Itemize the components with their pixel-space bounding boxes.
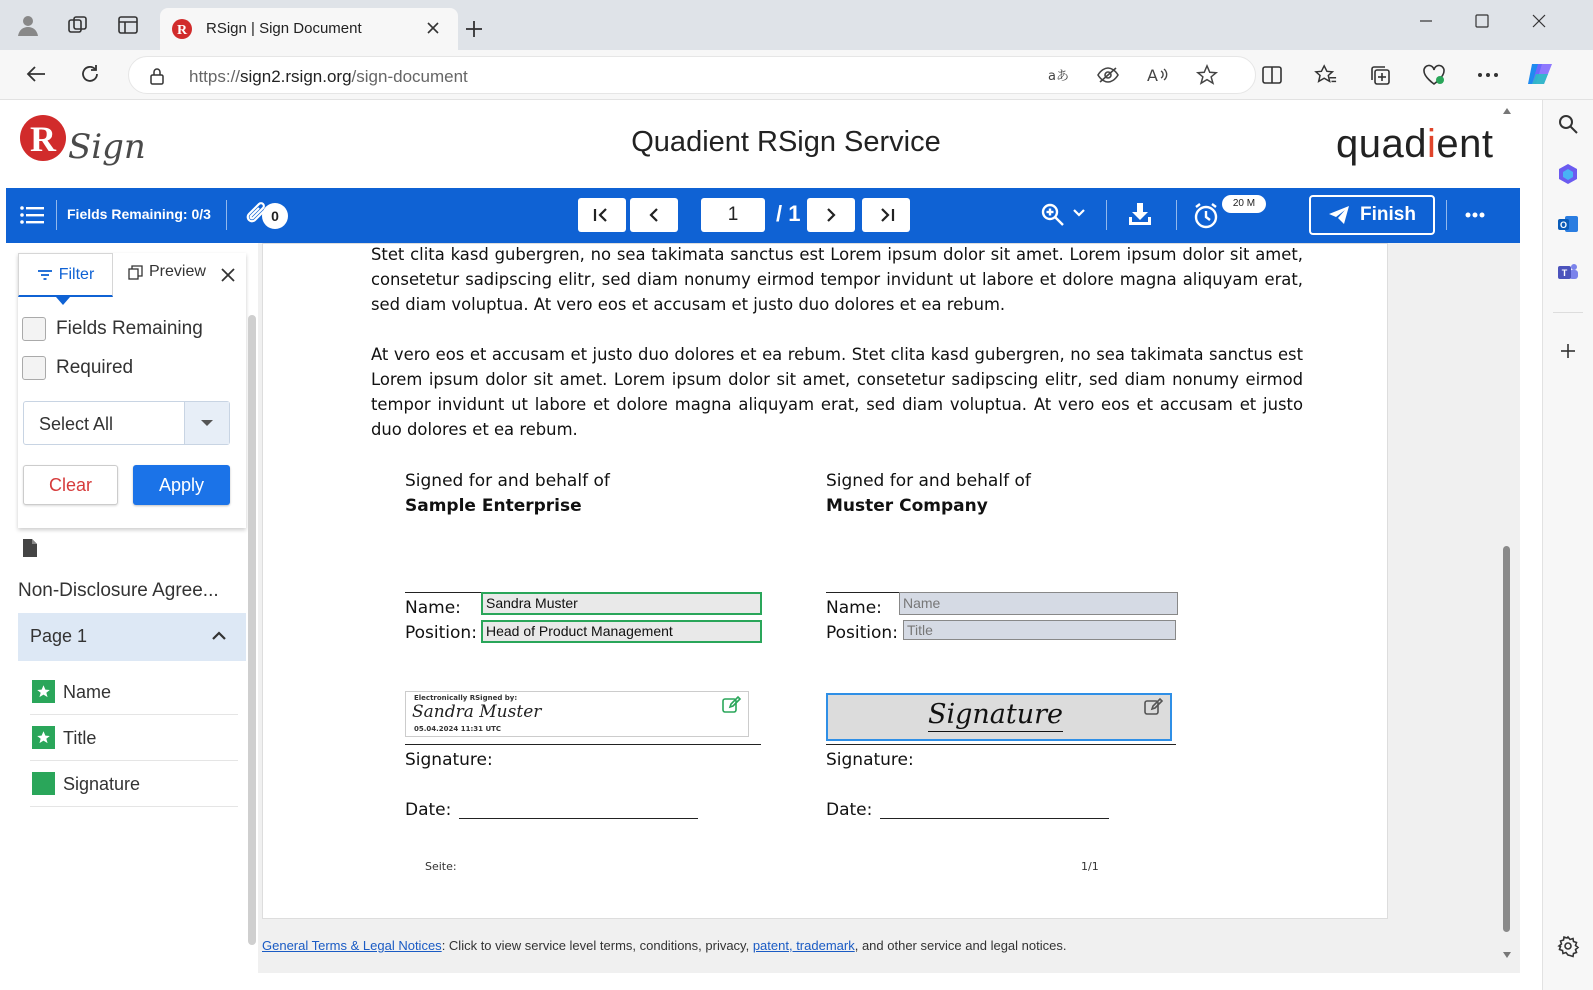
document-paragraph-1: Stet clita kasd gubergren, no sea takimata sanctus est Lorem ipsum dolor sit amet. Lorem ipsum dolor sit amet, consetetur sadipscing elitr, sed diam nonumy eirmod tempor invidunt ut labore et dolore magna aliquyam erat, sed diam voluptua. At vero eos et accusam et justo duo dolores et ea rebum. xyxy=(371,245,1303,314)
last-page-button[interactable] xyxy=(862,198,910,232)
fields-remaining-checkbox-label: Fields Remaining xyxy=(56,318,203,339)
field-list-item-label: Title xyxy=(63,728,97,748)
back-icon[interactable] xyxy=(20,58,52,90)
new-tab-icon[interactable] xyxy=(458,13,490,45)
finish-label: Finish xyxy=(1360,204,1416,225)
filter-tab-label: Filter xyxy=(58,265,95,283)
attachment-count-badge: 0 xyxy=(262,203,288,229)
document-icon xyxy=(22,538,38,558)
name-line xyxy=(405,592,481,593)
document-viewer xyxy=(258,243,1520,973)
favorites-icon[interactable] xyxy=(1310,59,1342,91)
left-position-field[interactable]: Head of Product Management xyxy=(481,620,762,643)
page-group-header[interactable] xyxy=(18,613,246,661)
field-list-item-signature[interactable] xyxy=(30,761,238,807)
maximize-icon[interactable] xyxy=(1466,5,1498,37)
left-panel-scrollbar[interactable] xyxy=(248,315,256,945)
browser-navigation-bar xyxy=(0,50,1593,100)
page-group-label: Page 1 xyxy=(30,626,88,646)
field-list-item-title[interactable] xyxy=(30,715,238,761)
read-aloud-icon[interactable] xyxy=(1142,59,1174,91)
signing-toolbar xyxy=(6,188,1520,243)
svg-text:O: O xyxy=(1559,220,1568,230)
close-panel-icon[interactable] xyxy=(220,267,236,283)
chevron-up-icon[interactable] xyxy=(211,631,227,641)
apply-button[interactable]: Apply xyxy=(133,465,230,505)
lock-icon[interactable] xyxy=(149,67,165,85)
fields-remaining-checkbox[interactable] xyxy=(22,317,46,341)
collections-icon[interactable] xyxy=(1364,59,1396,91)
toolbar-divider xyxy=(56,200,57,230)
document-page xyxy=(262,243,1388,919)
active-tab-pointer xyxy=(56,297,70,305)
zoom-dropdown-chevron-icon[interactable] xyxy=(1072,208,1086,218)
first-page-button[interactable] xyxy=(578,198,626,232)
field-list-item-label: Signature xyxy=(63,774,141,794)
page-footer-label: Seite: xyxy=(425,860,457,873)
timer-badge: 20 M xyxy=(1222,195,1266,213)
svg-text:T: T xyxy=(1561,268,1568,278)
field-list-item-name[interactable] xyxy=(30,669,238,715)
right-title-field[interactable]: Title xyxy=(903,620,1176,640)
more-options-icon[interactable] xyxy=(1465,212,1485,218)
profile-icon[interactable] xyxy=(12,9,44,41)
refresh-icon[interactable] xyxy=(74,58,106,90)
signature-field-square-icon xyxy=(32,772,55,795)
terms-link[interactable]: General Terms & Legal Notices xyxy=(262,938,442,953)
star-icon xyxy=(32,726,55,749)
page-scrollbar-thumb[interactable] xyxy=(1503,546,1510,932)
right-party-name: Muster Company xyxy=(826,496,988,516)
date-line-right xyxy=(880,818,1109,819)
position-label: Position: xyxy=(826,623,898,643)
service-title: Quadient RSign Service xyxy=(631,126,941,158)
left-name-field[interactable]: Sandra Muster xyxy=(481,592,762,615)
browser-essentials-icon[interactable] xyxy=(1418,59,1450,91)
finish-button[interactable] xyxy=(1309,195,1435,235)
position-label: Position: xyxy=(405,623,477,643)
web-page xyxy=(6,100,1520,990)
esigned-timestamp: 05.04.2024 11:31 UTC xyxy=(414,725,502,733)
esigned-caption: Electronically RSigned by: xyxy=(414,694,518,702)
tracking-prevention-icon[interactable] xyxy=(1092,59,1124,91)
left-signature-stamp xyxy=(405,691,749,737)
svg-text:R: R xyxy=(30,119,56,159)
rsign-favicon-icon xyxy=(172,19,192,39)
field-type-select[interactable] xyxy=(23,401,230,445)
svg-text:Sign: Sign xyxy=(68,127,146,167)
more-menu-icon[interactable] xyxy=(1472,59,1504,91)
toolbar-divider xyxy=(226,200,227,230)
copilot-sidebar-icon[interactable] xyxy=(1552,158,1584,190)
session-timer-icon[interactable] xyxy=(1192,202,1220,230)
quadient-logo[interactable]: quadient xyxy=(1336,122,1494,166)
clear-button[interactable]: Clear xyxy=(23,465,118,505)
download-icon[interactable] xyxy=(1127,201,1153,227)
filter-icon xyxy=(37,269,53,281)
tab-title: RSign | Sign Document xyxy=(206,20,362,37)
filter-panel xyxy=(18,253,246,528)
page-number-input[interactable]: 1 xyxy=(701,198,765,232)
filter-tab[interactable] xyxy=(18,253,113,297)
address-bar[interactable] xyxy=(128,56,1256,94)
right-party-label: Signed for and behalf of xyxy=(826,471,1031,491)
svg-text:A: A xyxy=(1147,66,1158,85)
teams-icon[interactable] xyxy=(1552,256,1584,288)
esigned-handwriting: Sandra Muster xyxy=(412,702,542,722)
patent-trademark-link[interactable]: patent, trademark xyxy=(752,938,855,953)
right-signature-field[interactable] xyxy=(826,693,1172,741)
signature-placeholder: Signature xyxy=(928,699,1064,730)
toolbar-divider xyxy=(1446,200,1447,230)
star-icon xyxy=(32,680,55,703)
signature-line-left xyxy=(405,744,761,745)
sidebar-settings-icon[interactable] xyxy=(1552,930,1584,962)
browser-tab-bar xyxy=(0,0,1593,50)
select-dropdown-arrow-icon[interactable] xyxy=(184,402,229,444)
fields-remaining-counter: Fields Remaining: 0/3 xyxy=(67,206,211,222)
left-party-name: Sample Enterprise xyxy=(405,496,582,516)
preview-tab-label: Preview xyxy=(149,263,206,280)
page-footer-number: 1/1 xyxy=(1081,860,1099,873)
edge-sidebar xyxy=(1542,100,1593,990)
close-tab-icon[interactable] xyxy=(426,21,440,35)
name-label: Name: xyxy=(405,598,461,618)
browser-tab-active[interactable] xyxy=(160,8,458,50)
next-page-button[interactable] xyxy=(807,198,855,232)
signature-line-right xyxy=(826,744,1176,745)
required-checkbox[interactable] xyxy=(22,356,46,380)
preview-icon xyxy=(128,265,143,280)
toolbar-divider xyxy=(1176,200,1177,230)
url-text[interactable]: https://sign2.rsign.org/sign-document xyxy=(189,67,468,86)
sidebar-divider xyxy=(1553,312,1583,313)
legal-footer xyxy=(262,938,1066,953)
svg-text:R: R xyxy=(176,23,188,38)
split-screen-icon[interactable] xyxy=(1256,59,1288,91)
left-panel xyxy=(6,243,258,973)
name-label: Name: xyxy=(826,598,882,618)
footer-text: , and other service and legal notices. xyxy=(854,938,1067,953)
name-line xyxy=(826,592,900,593)
zoom-icon[interactable] xyxy=(1040,202,1066,228)
minimize-icon[interactable] xyxy=(1410,5,1442,37)
add-sidebar-app-icon[interactable] xyxy=(1552,335,1584,367)
page-total: / 1 xyxy=(776,201,801,226)
favorite-star-icon[interactable] xyxy=(1191,59,1223,91)
edit-signature-icon[interactable] xyxy=(722,696,742,714)
workspaces-icon[interactable] xyxy=(62,9,94,41)
previous-page-button[interactable] xyxy=(630,198,678,232)
field-list-item-label: Name xyxy=(63,682,112,702)
document-name[interactable]: Non-Disclosure Agree... xyxy=(18,580,219,601)
translate-icon[interactable] xyxy=(1043,59,1075,91)
date-label-right: Date: xyxy=(826,800,873,820)
tab-actions-icon[interactable] xyxy=(112,9,144,41)
signature-label-left: Signature: xyxy=(405,750,493,770)
date-label-left: Date: xyxy=(405,800,452,820)
preview-tab[interactable] xyxy=(128,263,206,281)
document-paragraph-2: At vero eos et accusam et justo duo dolores et ea rebum. Stet clita kasd gubergren, no sea takimata sanctus est Lorem ipsum dolor sit amet. Lorem ipsum dolor sit amet, consetetur sadipscing elitr, sed diam nonumy eirmod tempor invidunt ut labore et dolore magna aliquyam erat, sed diam voluptua. At vero eos et accusam et justo duo dolores et ea rebum. xyxy=(371,345,1303,439)
required-checkbox-label: Required xyxy=(56,357,134,378)
edit-signature-icon[interactable] xyxy=(1144,698,1164,716)
outlook-icon[interactable] xyxy=(1552,208,1584,240)
hamburger-menu-icon[interactable] xyxy=(16,199,48,231)
left-party-label: Signed for and behalf of xyxy=(405,471,610,491)
date-line-left xyxy=(459,818,698,819)
toolbar-divider xyxy=(1106,200,1107,230)
signature-label-right: Signature: xyxy=(826,750,914,770)
right-name-field[interactable]: Name xyxy=(899,592,1178,615)
copilot-icon[interactable] xyxy=(1524,58,1556,90)
close-window-icon[interactable] xyxy=(1523,5,1555,37)
send-icon xyxy=(1328,205,1350,225)
svg-text:aあ: aあ xyxy=(1048,69,1069,84)
select-value: Select All xyxy=(39,414,114,434)
footer-text: : Click to view service level terms, conditions, privacy, xyxy=(441,938,753,953)
